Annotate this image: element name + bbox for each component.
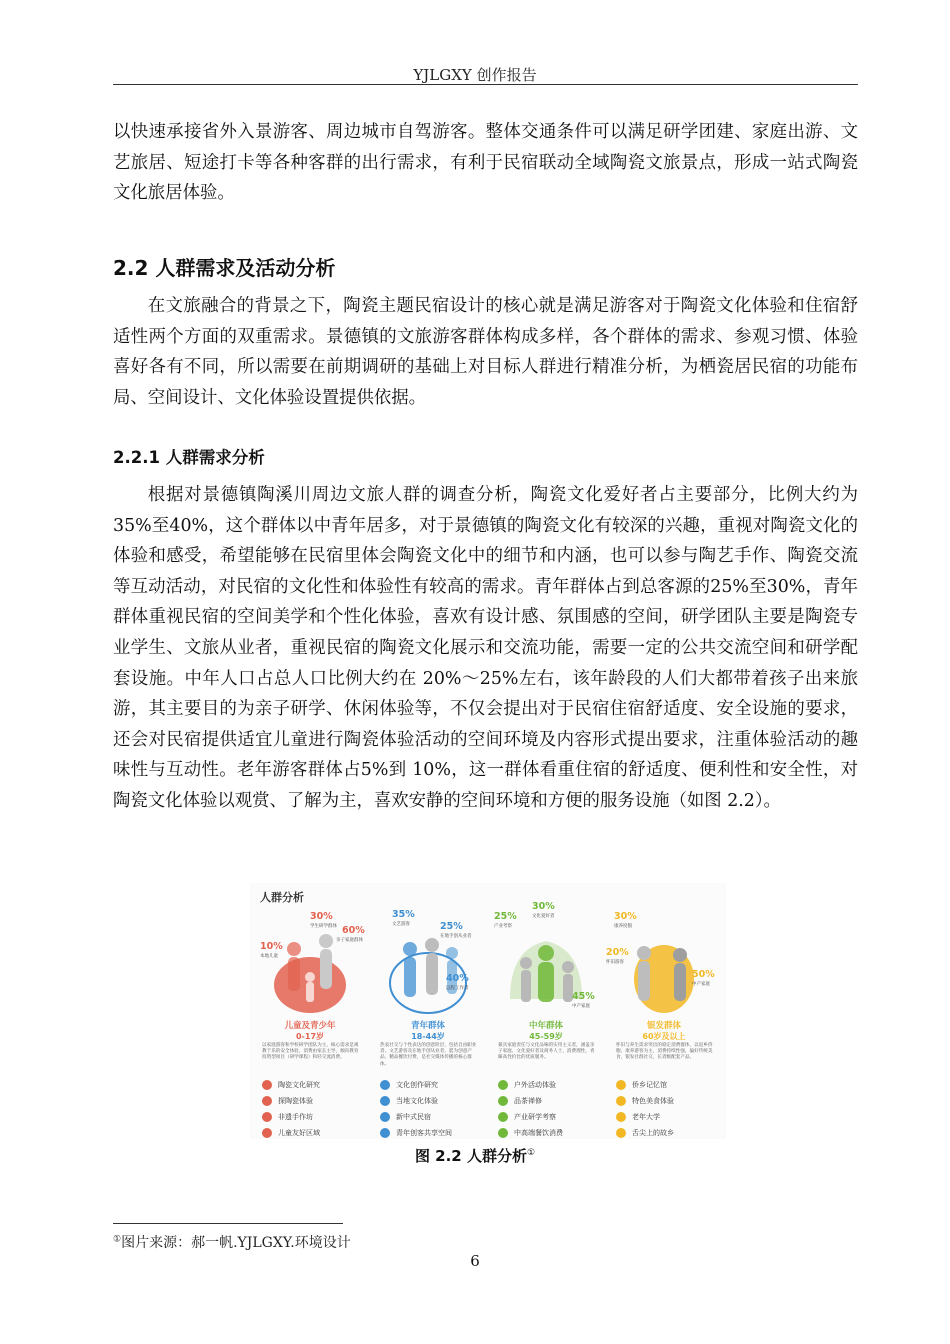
item-dot-icon [616,1080,626,1090]
children-pct-1: 10% [260,941,283,952]
item-dot-icon [262,1096,272,1106]
item-dot-icon [262,1112,272,1122]
item-dot-icon [616,1128,626,1138]
youth-pct-2: 25% [440,921,463,932]
header-rule [113,84,858,85]
intro-paragraph: 以快速承接省外入景游客、周边城市自驾游客。整体交通条件可以满足研学团建、家庭出游、文艺旅居、短途打卡等各种客群的出行需求，有利于民宿联动全域陶瓷文旅景点，形成一站式陶瓷文化旅居体验。 [113,122,858,204]
senior-item-list [616,1077,674,1141]
senior-group-name: 银发群体 [646,1021,681,1031]
item-dot-icon [262,1080,272,1090]
children-item-list [262,1077,320,1141]
item-dot-icon [498,1080,508,1090]
item-dot-icon [498,1096,508,1106]
children-label-2: 学生研学群体 [310,924,337,929]
middle-pct-2: 30% [532,901,555,912]
children-group-name: 儿童及青少年 [284,1021,336,1031]
group-senior [606,901,722,1137]
item-dot-icon [616,1096,626,1106]
list-item: 侨乡记忆馆 [616,1077,674,1093]
footnote-text: 图片来源：郝一帆.YJLGXY.环境设计 [121,1235,351,1251]
middle-group-desc: 兼具家庭责任与文化品味的实用主义者，涵盖亲子家庭、文化爱好者及商务人士，消费理性，青睐高性价比的优质服务。 [498,1043,595,1061]
children-pct-2: 30% [310,911,333,922]
children-label-1: 本地儿童 [260,954,278,959]
group-children [252,901,368,1137]
list-item: 舌尖上的故乡 [616,1125,674,1141]
section-paragraph: 在文旅融合的背景之下，陶瓷主题民宿设计的核心就是满足游客对于陶瓷文化体验和住宿舒适性两个方面的双重需求。景德镇的文旅游客群体构成多样，各个群体的需求、参观习惯、体验喜好各有不同，所以需要在前期调研的基础上对目标人群进行精准分析，为栖瓷居民宿的功能布局、空间设计、文化体验设置提供依据。 [113,296,858,408]
list-item: 儿童友好区域 [262,1125,320,1141]
list-item: 当地文化体验 [380,1093,452,1109]
caption-footnote-mark: ① [526,1148,536,1158]
item-dot-icon [380,1128,390,1138]
list-item: 新中式民宿 [380,1109,452,1125]
list-item: 产业研学考察 [498,1109,563,1125]
crowd-analysis-figure [250,883,726,1139]
list-item: 文化创作研究 [380,1077,452,1093]
children-group-desc: 以家庭游客和学校研学团队为主，核心需求是寓教于乐的安全体验，消费由家长主导，倾向教育投资型项目（研学课程）和轻交流消费。 [262,1043,359,1061]
item-dot-icon [380,1112,390,1122]
item-dot-icon [498,1112,508,1122]
senior-pct-1: 30% [614,911,637,922]
page-header: YJLGXY 创作报告 [413,66,537,84]
subsection-paragraph: 根据对景德镇陶溪川周边文旅人群的调查分析，陶瓷文化爱好者占主要部分，比例大约为35%至40%，这个群体以中青年居多，对于景德镇的陶瓷文化有较深的兴趣，重视对陶瓷文化的体验和感受，希望能够在民宿里体会陶瓷文化中的细节和内涵，也可以参与陶艺手作、陶瓷交流等互动活动，对民宿的文化性和体验性有较高的需求。青年群体占到总客源的25%至30%，青年群体重视民宿的空间美学和个性化体验，喜欢有设计感、氛围感的空间，研学团队主要是陶瓷专业学生、文旅从业者，重视民宿的陶瓷文化展示和交流功能，需要一定的公共交流空间和研学配套设施。中年人口占总人口比例大约在 20%～25%左右，该年龄段的人们大都带着孩子出来旅游，其主要目的为亲子研学、休闲体验等，不仅会提出对于民宿住宿舒适度、安全设施的要求，还会对民宿提供适宜儿童进行陶瓷体验活动的空间环境及内容形式提出要求，注重体验活动的趣味性与互动性。老年游客群体占5%到 10%，这一群体看重住宿的舒适度、便利性和安全性，对陶瓷文化体验以观赏、了解为主，喜欢安静的空间环境和方便的服务设施（如图 2.2）。 [113,485,858,811]
page-number: 6 [470,1252,480,1270]
item-dot-icon [498,1128,508,1138]
senior-pct-2: 20% [606,947,629,958]
footnote-rule [113,1223,343,1224]
senior-label-2: 怀旧游客 [606,960,624,965]
senior-label-1: 康养度假 [614,924,632,929]
youth-label-3: 远程工作者 [446,986,469,991]
item-dot-icon [616,1112,626,1122]
list-item: 青年创客共享空间 [380,1125,452,1141]
youth-group-desc: 热衷社交与个性表达的创意阶层，包括自由职业者、文艺游客及在地手创从业者，愿为创意产品、精品餐饮付费，是社交媒体传播的核心群体。 [380,1043,477,1067]
list-item: 特色美食体验 [616,1093,674,1109]
senior-group-age: 60岁及以上 [642,1032,686,1041]
list-item: 陶瓷文化研究 [262,1077,320,1093]
list-item: 老年大学 [616,1109,674,1125]
item-dot-icon [262,1128,272,1138]
youth-label-1: 文艺游客 [392,922,410,927]
group-youth [370,901,486,1137]
senior-label-3: 中产家庭 [692,982,710,987]
middle-group-age: 45-59岁 [529,1032,563,1041]
footnote-mark: ① [113,1234,122,1245]
footnote [113,1232,351,1252]
item-dot-icon [380,1096,390,1106]
youth-group-age: 18-44岁 [411,1032,445,1041]
group-middle-aged [488,901,604,1137]
middle-label-1: 产业考察 [494,924,512,929]
youth-pct-3: 40% [446,973,469,984]
youth-item-list [380,1077,452,1141]
middle-group-name: 中年群体 [528,1021,563,1031]
item-dot-icon [380,1080,390,1090]
children-pct-3: 60% [342,925,365,936]
middle-label-2: 文化爱好者 [532,914,555,919]
middle-item-list [498,1077,563,1141]
list-item: 中高端餐饮消费 [498,1125,563,1141]
figure-title: 人群分析 [260,891,304,904]
middle-pct-1: 25% [494,911,517,922]
youth-label-2: 在地手创从业者 [440,934,472,939]
children-label-3: 亲子家庭群体 [336,938,363,943]
children-group-age: 0-17岁 [295,1032,325,1041]
subsection-title: 2.2.1 人群需求分析 [113,448,265,467]
senior-group-desc: 怀旧与养生需求突出的稳定消费群体，以返乡侨胞、康养游客为主，消费持续性强，偏好传统美食，银发社群社交，长者级配套产品。 [616,1043,713,1061]
middle-label-3: 中产家庭 [572,1004,590,1009]
section-title: 2.2 人群需求及活动分析 [113,256,336,280]
senior-pct-3: 50% [692,969,715,980]
list-item: 品茶禅修 [498,1093,563,1109]
list-item: 户外活动体验 [498,1077,563,1093]
list-item: 非遗手作坊 [262,1109,320,1125]
youth-group-name: 青年群体 [410,1021,445,1031]
youth-pct-1: 35% [392,909,415,920]
middle-pct-3: 45% [572,991,595,1002]
list-item: 探陶瓷体验 [262,1093,320,1109]
figure-caption: 图 2.2 人群分析① [414,1147,536,1165]
